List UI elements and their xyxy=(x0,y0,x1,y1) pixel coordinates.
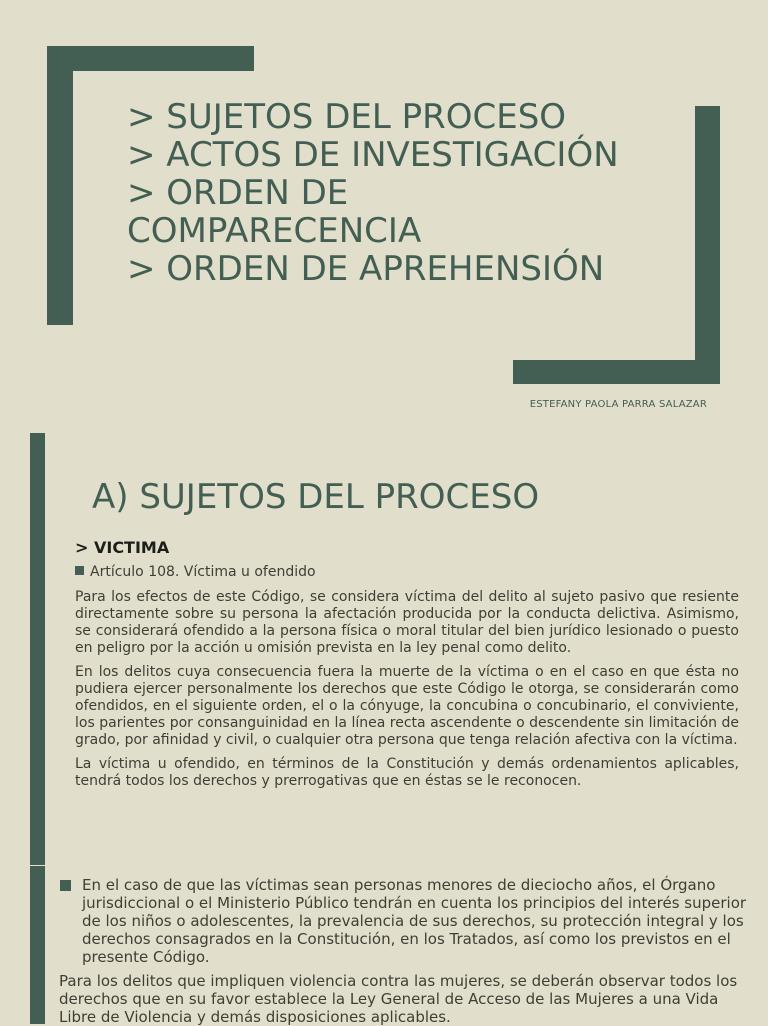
square-bullet-icon xyxy=(75,566,84,575)
frame-top-left-vertical xyxy=(47,46,73,325)
frame-top-left-horizontal xyxy=(47,46,254,71)
body-paragraph: Para los efectos de este Código, se considera víctima del delito al sujeto pasivo que resiente directamente sobre su persona la afectación producida por la conducta delictiva. Asimismo, se considerará ofendido a la persona física o moral titular del bien jurídico lesionado o puesto en peligro por la acción u omisión prevista en la ley penal como delito. xyxy=(75,589,739,656)
title-line: > ORDEN DE APREHENSIÓN xyxy=(127,249,605,289)
slide-1-title xyxy=(127,98,687,288)
article-heading xyxy=(75,564,316,580)
author-name: ESTEFANY PAOLA PARRA SALAZAR xyxy=(529,399,707,410)
body-paragraph: La víctima u ofendido, en términos de la Constitución y demás ordenamientos aplicables, tendrá todos los derechos y prerrogativas que en éstas se le reconocen. xyxy=(75,756,739,789)
title-line: > ACTOS DE INVESTIGACIÓN xyxy=(127,135,619,175)
square-bullet-icon xyxy=(60,880,71,891)
bullet-item xyxy=(59,876,749,966)
title-line: > SUJETOS DEL PROCESO xyxy=(127,97,567,137)
slide-3-left-accent-bar xyxy=(30,866,45,1024)
title-line: > ORDEN DE xyxy=(127,173,349,213)
article-label: Artículo 108. Víctima u ofendido xyxy=(90,564,316,580)
article-body xyxy=(75,589,739,797)
frame-bottom-right-horizontal xyxy=(513,360,720,384)
body-paragraph: En los delitos cuya consecuencia fuera la muerte de la víctima o en el caso en que ésta no pudiera ejercer personalmente los derechos que este Código le otorga, se considerarán como ofendidos, en el siguiente orden, el o la cónyuge, la concubina o concubinario, el conviviente, los parientes por consanguinidad en la línea recta ascendente o descendente sin limitación de grado, por afinidad y civil, o cualquier otra persona que tenga relación afectiva con la víctima. xyxy=(75,664,739,748)
section-title: A) SUJETOS DEL PROCESO xyxy=(92,477,540,517)
body-paragraph: Para los delitos que impliquen violencia contra las mujeres, se deberán observar todos los derechos que en su favor establece la Ley General de Acceso de las Mujeres a una Vida Libre de Violencia y demás disposiciones aplicables. xyxy=(59,972,738,1026)
frame-bottom-right-vertical xyxy=(695,106,720,384)
section-subtitle: > VICTIMA xyxy=(75,538,170,557)
slide-2-left-accent-bar xyxy=(30,433,45,865)
bullet-text: En el caso de que las víctimas sean personas menores de dieciocho años, el Órgano jurisdiccional o el Ministerio Público tendrán en cuenta los principios del interés superior de los niños o adolescentes, la prevalencia de sus derechos, su protección integral y los derechos consagrados en la Constitución, en los Tratados, así como los previstos en el presente Código. xyxy=(82,876,747,966)
title-line: COMPARECENCIA xyxy=(127,211,422,251)
